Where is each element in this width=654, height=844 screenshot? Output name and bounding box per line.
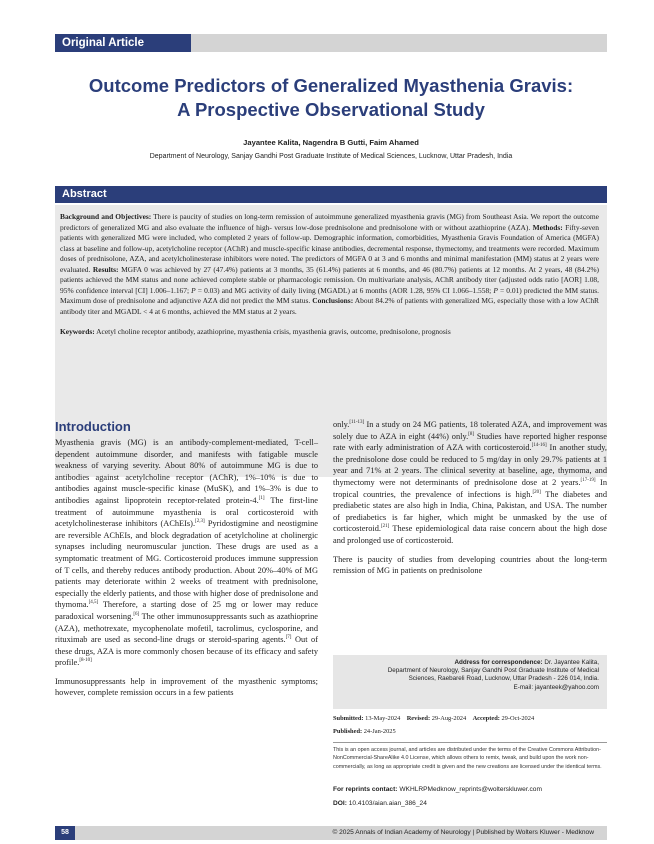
citation: [8-10] xyxy=(79,658,92,664)
intro-paragraph-2: Immunosuppressants help in improvement of the myasthenic symptoms; however, complete remission occurs in a few patients xyxy=(55,676,318,698)
citation: [14-16] xyxy=(531,443,547,449)
published-date: 24-Jan-2025 xyxy=(362,728,396,735)
correspondence-name: Dr. Jayantee Kalita, xyxy=(542,659,599,666)
body-text: Studies have reported higher response rate with early administration of AZA with corticosteroid. xyxy=(333,431,608,453)
reprints-email[interactable]: WKHLRPMedknow_reprints@wolterskluwer.com xyxy=(397,786,542,793)
keywords-text: Acetyl choline receptor antibody, azathioprine, myasthenia crisis, myasthenia gravis, outcome, prednisolone, prognosis xyxy=(94,327,451,336)
body-text: In another study, the prednisolone dose could be reduced to 5 mg/day in only 29.7% patients at 1 year and 71% at 2 years. The clinical severity at baseline, age, thymoma, and thymectomy were not determinants of prednisolone dose at 2 years. xyxy=(333,443,607,487)
title-line-1: Outcome Predictors of Generalized Myasthenia Gravis: xyxy=(88,75,574,96)
license-text: This is an open access journal, and articles are distributed under the terms of the Creative Commons Attribution-NonCommercial-ShareAlike 4.0 License, which allows others to remix, tweak, and build upon the work non-commercially, as long as appropriate credit is given and the new creations are licensed under the identical terms. xyxy=(333,747,602,770)
body-text: The first-line treatment of autoimmune myasthenia is oral corticosteroid with acetylcholinesterase inhibitors (AChEIs). xyxy=(55,495,318,529)
methods-text: Fifty-seven patients with generalized MG were included, who completed 2 years of follow-up. Demographic information, comorbidities, Myasthenia Gravis Foundation of America (MGFA) class at baseline and follow-up, acetylcholine receptor (AChR) and muscle-specific kinase antibodies, decremental response, thymectomy, and treatments were recorded. Maximum doses of prednisolone, AZA, and acetylcholinesterase inhibitors were noted. The predictors of MGFA 0 at 3 and 6 months and minimal manifestation (MM) status at 2 years were evaluated. xyxy=(60,222,599,274)
correspondence-box xyxy=(333,655,607,709)
citation: [7] xyxy=(285,635,292,641)
p-value-symbol: P xyxy=(493,285,498,295)
results-text-a: MGFA 0 was achieved by 27 (47.4%) patients at 3 months, 35 (61.4%) patients at 6 months, and 46 (80.7%) patients at 12 months. At 2 years, 48 (84.2%) patients achieved the MM status and none achieved complete stable or pharmacologic remission. On multivariate analysis, AChR antibody titer (adjusted odds ratio [AOR] 1.08, 95% confidence interval [CI] 1.006–1.167; xyxy=(60,264,599,295)
revised-label: Revised: xyxy=(406,715,431,722)
citation: [20] xyxy=(532,489,541,495)
results-text-c: = 0.01) predicted the MM status. Maximum dose of prednisolone and adjunctive AZA did not predict the MM status. xyxy=(60,285,599,305)
left-column xyxy=(55,437,318,706)
methods-label: Methods: xyxy=(532,222,563,232)
body-text: The diabetes and prediabetic states are also high in India, China, Pakistan, and USA. The number of prediabetics is far higher, which might be unmasked by the use of corticosteroid. xyxy=(333,489,607,534)
body-text: In a study on 24 MG patients, 18 tolerated AZA, and improvement was solely due to AZA in eight (44%) only. xyxy=(333,420,607,441)
page-number: 58 xyxy=(55,826,75,840)
intro-paragraph-3 xyxy=(333,419,607,547)
correspondence-label: Address for correspondence: xyxy=(454,659,543,666)
submitted-date: 13-May-2024 xyxy=(363,715,401,722)
article-title xyxy=(60,74,602,122)
intro-paragraph-4: There is paucity of studies from developing countries about the long-term remission of MG in patients on prednisolone xyxy=(333,554,607,576)
submitted-label: Submitted: xyxy=(333,715,364,722)
abstract-heading: Abstract xyxy=(55,186,607,203)
keywords xyxy=(60,327,599,338)
body-text: Therefore, a starting dose of 25 mg or lower may reduce paradoxical worsening. xyxy=(55,600,318,621)
results-text-b: = 0.03) and MG activity of daily living (MGADL) at 6 months (AOR 1.28, 95% CI 1.066–1.558; xyxy=(195,285,494,295)
citation: [21] xyxy=(380,524,390,530)
body-text: only. xyxy=(333,420,350,429)
conclusions-text: About 84.2% of patients with generalized MG, especially those with a low AChR antibody titer and MGADL < 4 at 6 months, achieved the MM status at 2 years. xyxy=(60,296,600,316)
accepted-label: Accepted: xyxy=(472,715,500,722)
dates-line-1 xyxy=(333,712,607,725)
citation: [6] xyxy=(133,612,140,618)
footer-text: © 2025 Annals of Indian Academy of Neurology | Published by Wolters Kluwer - Medknow xyxy=(332,829,594,836)
section-label: Original Article xyxy=(55,34,191,52)
body-text: Myasthenia gravis (MG) is an antibody-complement-mediated, T-cell–dependent autoimmune disorder, and manifests with fatigable muscle weakness of varying severity. About 80% of autoimmune MG is due to antibodies against acetylcholine receptor (AChR), 1%–10% is due to antibodies against muscle-specific kinase (MuSK), and 1%–3% is due to antibodies against lipoprotein receptor-related protein-4. xyxy=(55,438,318,505)
body-text: Out of these drugs, AZA is more commonly chosen because of its efficacy and safety profile. xyxy=(55,635,319,668)
p-value-symbol: P xyxy=(191,285,196,295)
body-text: These epidemiological data raise concern about the high dose and prolonged use of corticosteroid. xyxy=(333,524,607,545)
reprints-contact xyxy=(333,786,607,793)
author-affiliation: Department of Neurology, Sanjay Gandhi Post Graduate Institute of Medical Sciences, Lucknow, Uttar Pradesh, India xyxy=(149,153,513,160)
keywords-label: Keywords: xyxy=(60,327,95,336)
doi-label: DOI: xyxy=(333,800,347,807)
title-line-2: A Prospective Observational Study xyxy=(177,99,485,120)
conclusions-label: Conclusions: xyxy=(312,296,354,305)
correspondence-line-2: Department of Neurology, Sanjay Gandhi Post Graduate Institute of Medical xyxy=(387,667,599,675)
citation: [1] xyxy=(258,496,265,502)
results-label: Results: xyxy=(92,264,119,274)
accepted-date: 29-Oct-2024 xyxy=(499,715,535,722)
citation: [8] xyxy=(468,431,475,437)
right-column xyxy=(333,419,607,584)
correspondence-line-1 xyxy=(341,659,599,667)
reprints-label: For reprints contact: xyxy=(333,786,398,793)
correspondence-line-3: Sciences, Raebareli Road, Lucknow, Uttar Pradesh - 226 014, India. xyxy=(408,675,599,683)
article-dates xyxy=(333,712,607,738)
doi-value[interactable]: 10.4103/aian.aian_386_24 xyxy=(346,800,427,807)
published-label: Published: xyxy=(333,728,363,735)
dates-line-2 xyxy=(333,725,607,738)
abstract-text xyxy=(60,212,599,317)
citation: [17-19] xyxy=(580,478,596,484)
revised-date: 29-Aug-2024 xyxy=(430,715,467,722)
doi xyxy=(333,800,607,807)
background-label: Background and Objectives: xyxy=(60,212,152,221)
correspondence-email[interactable]: E-mail: jayanteek@yahoo.com xyxy=(513,683,599,691)
body-text: Pyridostigmine and neostigmine are reversible AChEIs, and block degradation of acetylcholine at cholinergic synapses including neuromuscular junction. These drugs are used as a symptomatic treatment of MG. Corticosteroid produces immune suppression of T cells, and thereby reduces antibody production. About 20%–40% of MG patients may deteriorate within 2 weeks of treatment with prednisolone, especially the elderly patients, and those with higher dose of prednisolone and thymoma. xyxy=(55,519,318,610)
author-list: Jayantee Kalita, Nagendra B Gutti, Faim Ahamed xyxy=(243,138,419,147)
introduction-heading: Introduction xyxy=(55,419,131,434)
background-text: There is paucity of studies on long-term remission of autoimmune generalized myasthenia gravis (MG) from Southeast Asia. We report the outcome predictors of generalized MG and also evaluate the influence of high- versus low-dose prednisolone and prednisolone with or without azathioprine (AZA). xyxy=(60,212,599,232)
citation: [11-13] xyxy=(349,420,365,426)
divider xyxy=(333,742,607,743)
intro-paragraph-1 xyxy=(55,437,318,669)
citation: [2,3] xyxy=(195,519,205,525)
body-text: The other immunosuppressants such as azathioprine (AZA), methotrexate, mycophenolate mofetil, tacrolimus, cyclosporine, and rituximab are used as second-line drugs or steroid-sparing agents. xyxy=(55,611,318,645)
citation: [4,5] xyxy=(88,600,99,606)
body-text: In tropical countries, the prevalence of infections is high. xyxy=(333,477,607,499)
